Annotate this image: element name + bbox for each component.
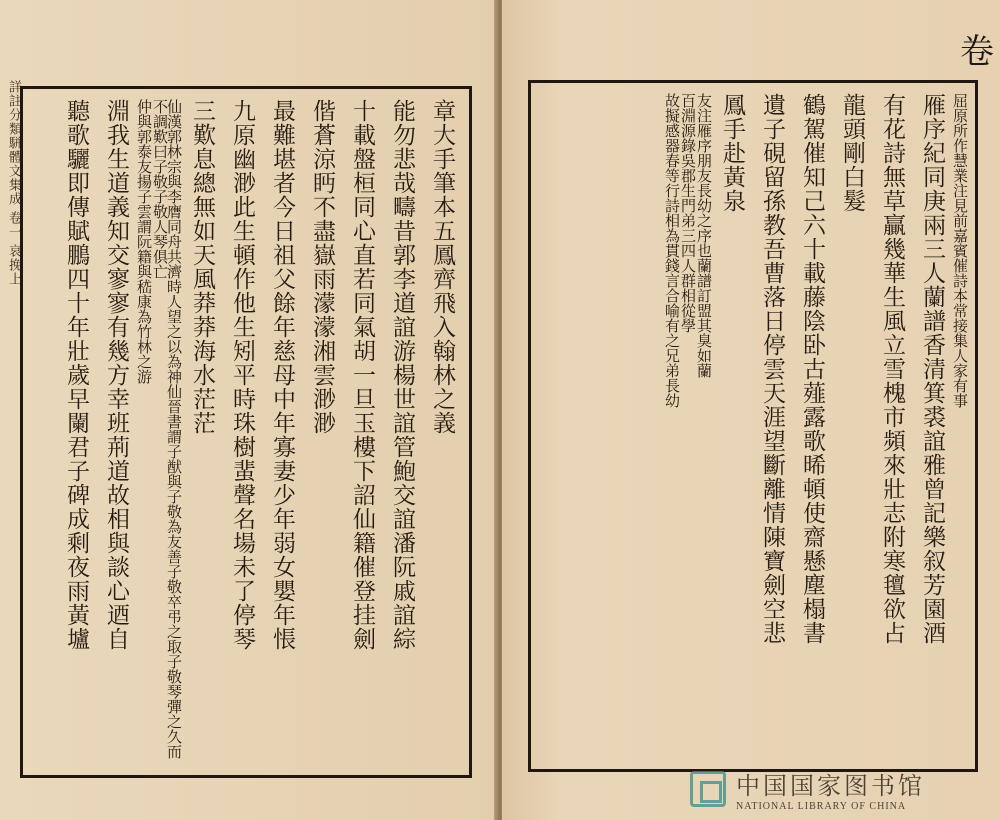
left-page <box>0 0 498 820</box>
left-margin-title: 詳註分類駢體文集成 卷一 哀挽上 <box>6 80 21 287</box>
left-text-frame <box>20 86 472 778</box>
text-column: 最難堪者今日祖父餘年慈母中年寡妻少年弱女嬰年悵 <box>269 99 295 651</box>
text-column: 十載盤桓同心直若同氣胡一旦玉樓下詔仙籍催登挂劍 <box>349 99 375 651</box>
text-column: 雁序紀同庚兩三人蘭譜香清箕裘誼雅曾記樂叙芳園酒 <box>919 93 945 645</box>
text-column: 遺子硯留孫教吾曹落日停雲天涯望斷離情陳寶劍空悲 <box>759 93 785 645</box>
library-watermark <box>690 764 980 814</box>
text-column: 能勿悲哉疇昔郭李道誼游楊世誼管鮑交誼潘阮戚誼綜 <box>389 99 415 651</box>
left-text-columns <box>31 99 461 765</box>
text-column: 友注雁序朋友長幼之序也蘭譜訂盟其臭如蘭 <box>695 93 713 378</box>
text-column: 仲與郭泰友揚子雲謂阮籍與嵇康為竹林之游 <box>135 99 153 384</box>
text-column: 有花詩無草贏幾華生風立雪槐市頻來壯志附寒氊欲占 <box>879 93 905 645</box>
text-column: 淵我生道義知交寥寥有幾方幸班荊道故相與談心迺自 <box>103 99 129 651</box>
text-column: 聽歌驪即傳賦鵬四十年壯歲早闌君子碑成剩夜雨黃壚 <box>63 99 89 651</box>
right-running-head: 卷 <box>960 32 994 72</box>
right-page <box>502 0 1000 820</box>
text-column: 龍頭剛白髮 <box>839 93 865 213</box>
text-column: 鶴駕催知己六十載藤陰卧古薤露歌晞頓使齋懸塵榻書 <box>799 93 825 645</box>
right-text-columns <box>539 93 967 759</box>
watermark-english: NATIONAL LIBRARY OF CHINA <box>736 801 907 812</box>
text-column: 百淵源錄吳郡生門弟三四人群相從學 <box>679 93 697 333</box>
text-column: 鳳手赴黃泉 <box>719 93 745 213</box>
watermark-chinese: 中国国家图书馆 <box>736 772 925 800</box>
library-logo-icon <box>690 771 726 807</box>
text-column: 屈原所作慧業注見前嘉賓催詩本常接集人家有事 <box>951 93 969 408</box>
watermark-text <box>736 766 925 812</box>
text-column: 故擬感器春等行詩相為貫錢言合喻有之兄弟長幼 <box>663 93 681 408</box>
right-text-frame <box>528 80 978 772</box>
text-column: 章大手筆本五鳳齊飛入翰林之義 <box>429 99 455 435</box>
text-column: 九原幽渺此生頓作他生矧平時珠樹蜚聲名場未了停琴 <box>229 99 255 651</box>
text-column: 三歎息總無如天風莽莽海水茫茫 <box>189 99 215 435</box>
text-column: 仙漢郭林宗與李膺同舟共濟時人望之以為神仙晉書謂子猷與子敬為友善子敬卒弔之取子敬琴彈之久而不調歎曰子敬子敬人琴俱亡 <box>151 99 183 759</box>
text-column: 偕蒼涼眄不盡嶽雨濛濛湘雲渺渺 <box>309 99 335 435</box>
